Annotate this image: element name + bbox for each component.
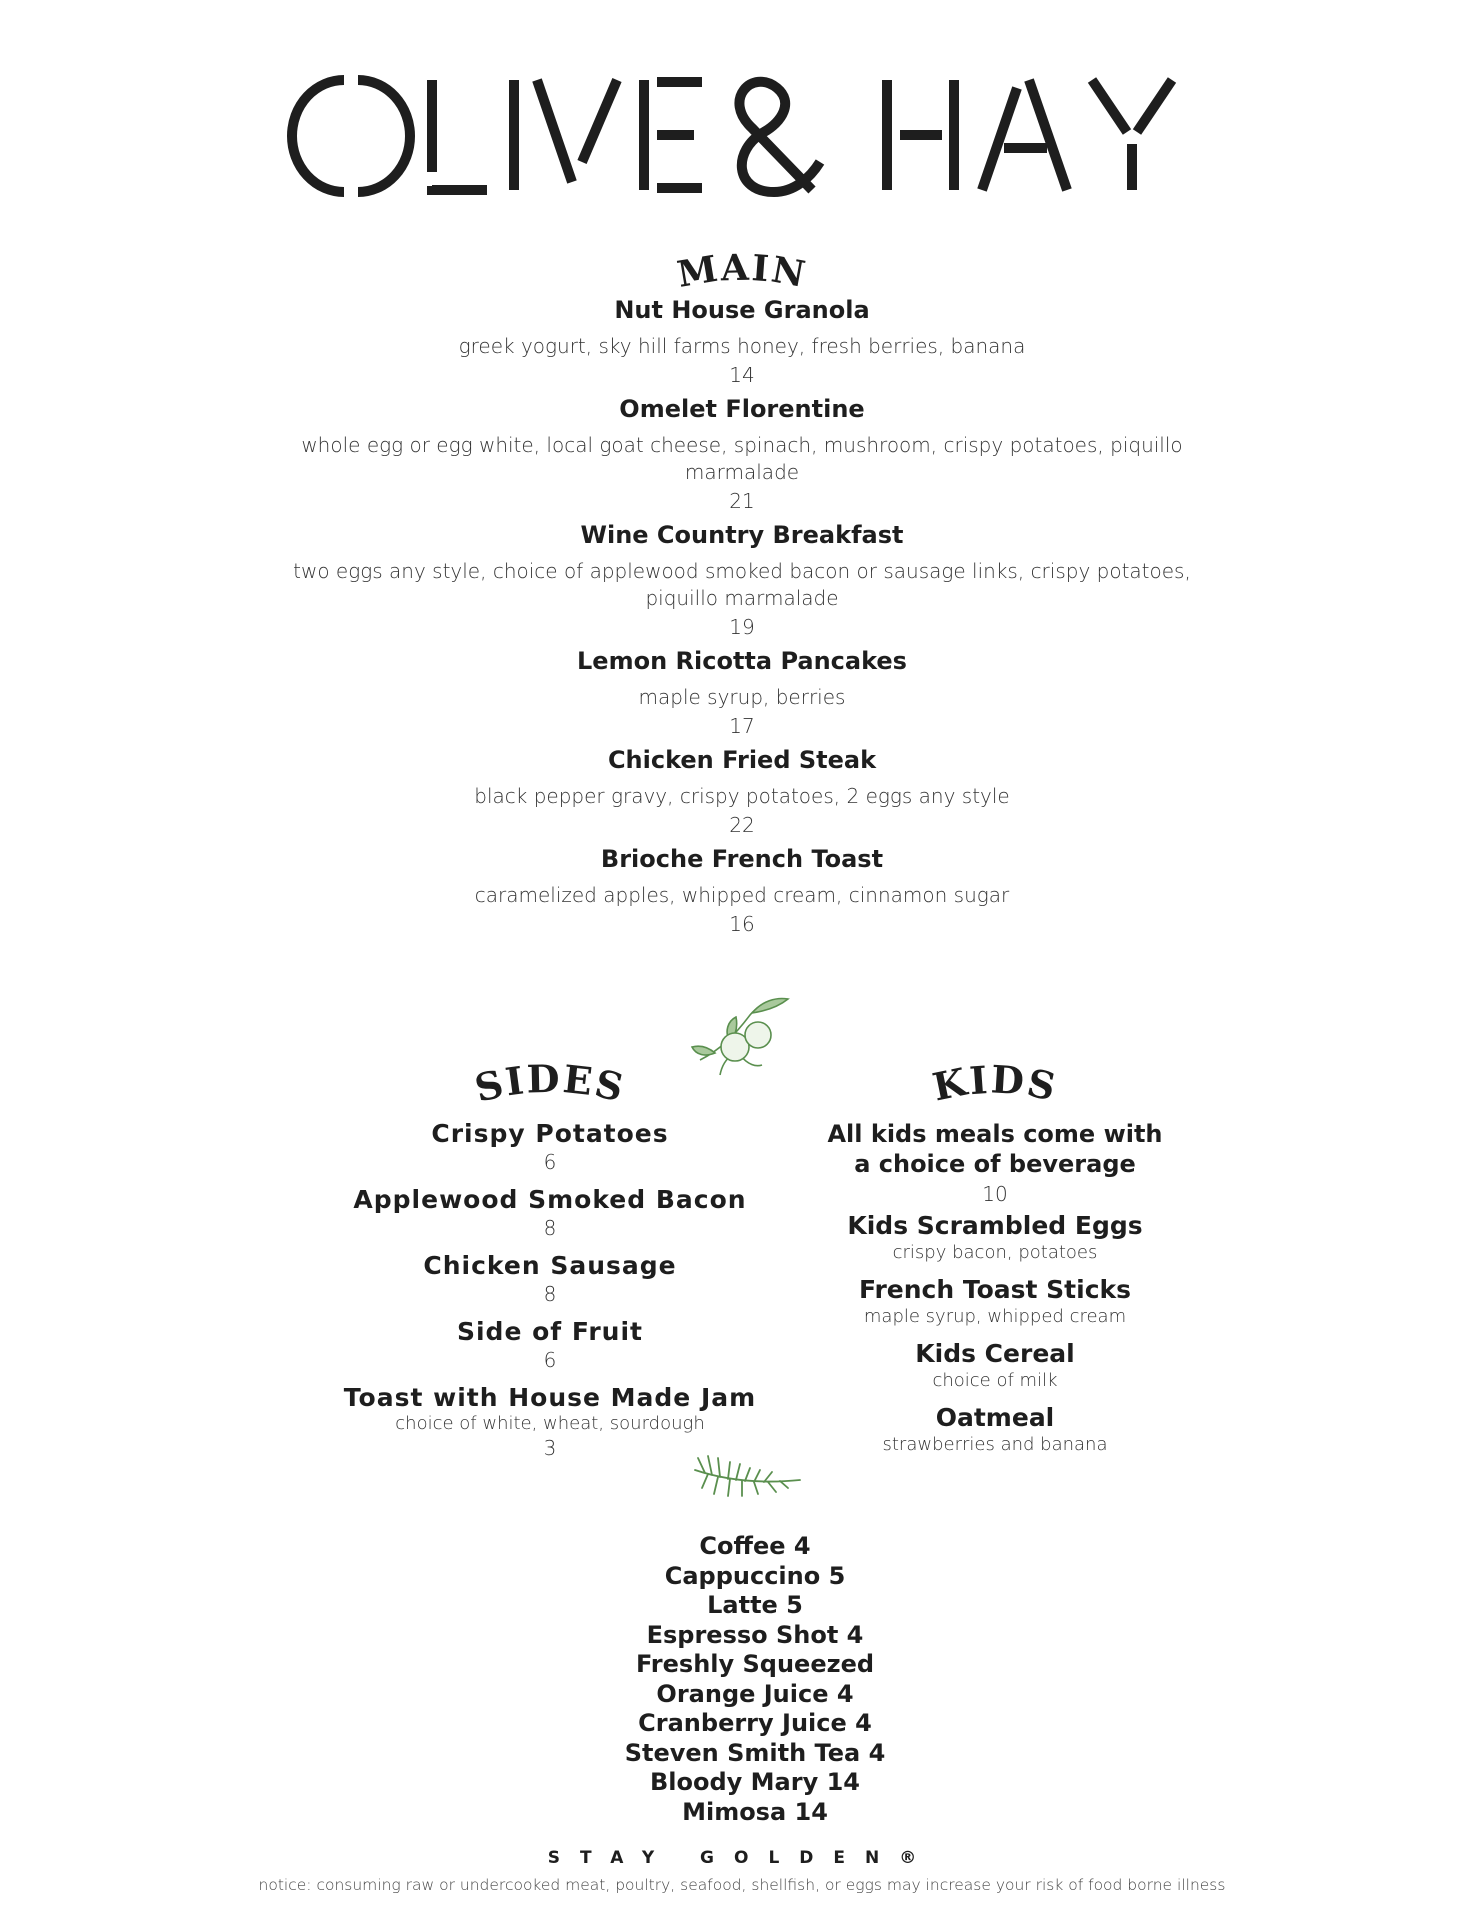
kids-items: [820, 1119, 1170, 1457]
brand-logo: [0, 70, 1484, 200]
menu-item: [290, 295, 1194, 390]
item-name: Kids Cereal: [915, 1339, 1075, 1368]
item-price: 16: [729, 912, 755, 936]
drink-item: Freshly Squeezed Orange Juice 4: [635, 1650, 875, 1708]
kids-note: All kids meals come with a choice of beverage: [827, 1120, 1163, 1178]
item-price: 8: [543, 1216, 557, 1240]
drink-item: Mimosa 14: [682, 1797, 828, 1826]
olive-and-hay-logo: [282, 70, 1202, 200]
item-name: French Toast Sticks: [858, 1275, 1132, 1304]
item-price: 14: [729, 363, 755, 387]
item-description: crispy bacon, potatoes: [892, 1242, 1098, 1263]
item-name: Nut House Granola: [614, 296, 870, 324]
item-description: two eggs any style, choice of applewood smoked bacon or sausage links, crispy potatoes, piquillo marmalade: [293, 559, 1191, 610]
item-price: 19: [729, 615, 755, 639]
item-description: choice of white, wheat, sourdough: [395, 1413, 705, 1434]
item-price: 21: [729, 489, 755, 513]
sides-heading: [455, 1055, 645, 1107]
drink-item: Cranberry Juice 4: [638, 1709, 872, 1737]
item-price: 6: [543, 1150, 557, 1174]
side-item: [340, 1185, 760, 1241]
menu-item: [290, 844, 1194, 939]
drink-item: Latte 5: [707, 1591, 803, 1619]
item-name: Crispy Potatoes: [431, 1119, 669, 1148]
svg-text:MAIN: MAIN: [674, 246, 811, 295]
item-description: maple syrup, berries: [638, 685, 846, 709]
item-name: Lemon Ricotta Pancakes: [577, 647, 907, 675]
item-description: greek yogurt, sky hill farms honey, fresh berries, banana: [458, 334, 1026, 358]
item-name: Applewood Smoked Bacon: [353, 1185, 747, 1214]
main-heading: [642, 245, 842, 295]
item-name: Side of Fruit: [456, 1317, 643, 1346]
item-price: 17: [729, 714, 755, 738]
item-description: whole egg or egg white, local goat cheese, spinach, mushroom, crispy potatoes, piquillo marmalade: [301, 433, 1183, 484]
drink-item: Coffee 4: [699, 1532, 811, 1560]
kids-item: [820, 1403, 1170, 1457]
svg-text:KIDS: KIDS: [928, 1056, 1062, 1107]
item-price: 8: [543, 1282, 557, 1306]
svg-text:SIDES: SIDES: [470, 1055, 630, 1107]
menu-item: [290, 745, 1194, 840]
drink-item: Cappuccino 5: [664, 1561, 846, 1590]
menu-item: [290, 646, 1194, 741]
kids-section: [820, 1055, 1170, 1467]
rosemary-sprig-icon: [690, 1450, 805, 1500]
main-items: [290, 295, 1194, 939]
item-price: 3: [543, 1436, 557, 1460]
item-price: 6: [543, 1348, 557, 1372]
item-name: Kids Scrambled Eggs: [847, 1211, 1143, 1240]
food-safety-notice: notice: consuming raw or undercooked meat, poultry, seafood, shellfish, or eggs may increase your risk of food borne illness: [258, 1876, 1226, 1894]
drink-item: Steven Smith Tea 4: [624, 1738, 886, 1767]
tagline: STAY GOLDEN®: [547, 1848, 937, 1868]
item-description: caramelized apples, whipped cream, cinnamon sugar: [474, 883, 1010, 907]
item-name: Chicken Sausage: [423, 1251, 677, 1280]
side-item: [340, 1251, 760, 1307]
item-price: 22: [729, 813, 755, 837]
menu-item: [290, 394, 1194, 516]
kids-item: [820, 1211, 1170, 1265]
sides-items: [340, 1119, 760, 1461]
drink-item: Espresso Shot 4: [646, 1620, 864, 1649]
item-name: Brioche French Toast: [600, 845, 884, 873]
item-name: Wine Country Breakfast: [580, 521, 904, 549]
main-section: [290, 245, 1194, 943]
kids-item: [820, 1339, 1170, 1393]
side-item: [340, 1119, 760, 1175]
side-item: [340, 1317, 760, 1373]
item-description: strawberries and banana: [882, 1434, 1108, 1455]
kids-heading: [910, 1055, 1080, 1107]
item-description: choice of milk: [932, 1370, 1058, 1391]
item-name: Oatmeal: [935, 1403, 1055, 1432]
item-description: maple syrup, whipped cream: [863, 1306, 1127, 1327]
menu-item: [290, 520, 1194, 642]
item-name: Toast with House Made Jam: [343, 1383, 757, 1412]
item-description: black pepper gravy, crispy potatoes, 2 eggs any style: [474, 784, 1010, 808]
sides-section: [340, 1055, 760, 1471]
item-name: Omelet Florentine: [619, 395, 865, 423]
item-name: Chicken Fried Steak: [607, 746, 877, 774]
kids-price: 10: [982, 1182, 1008, 1206]
kids-item: [820, 1275, 1170, 1329]
drinks-list: [540, 1532, 970, 1827]
drink-item: Bloody Mary 14: [650, 1768, 860, 1796]
